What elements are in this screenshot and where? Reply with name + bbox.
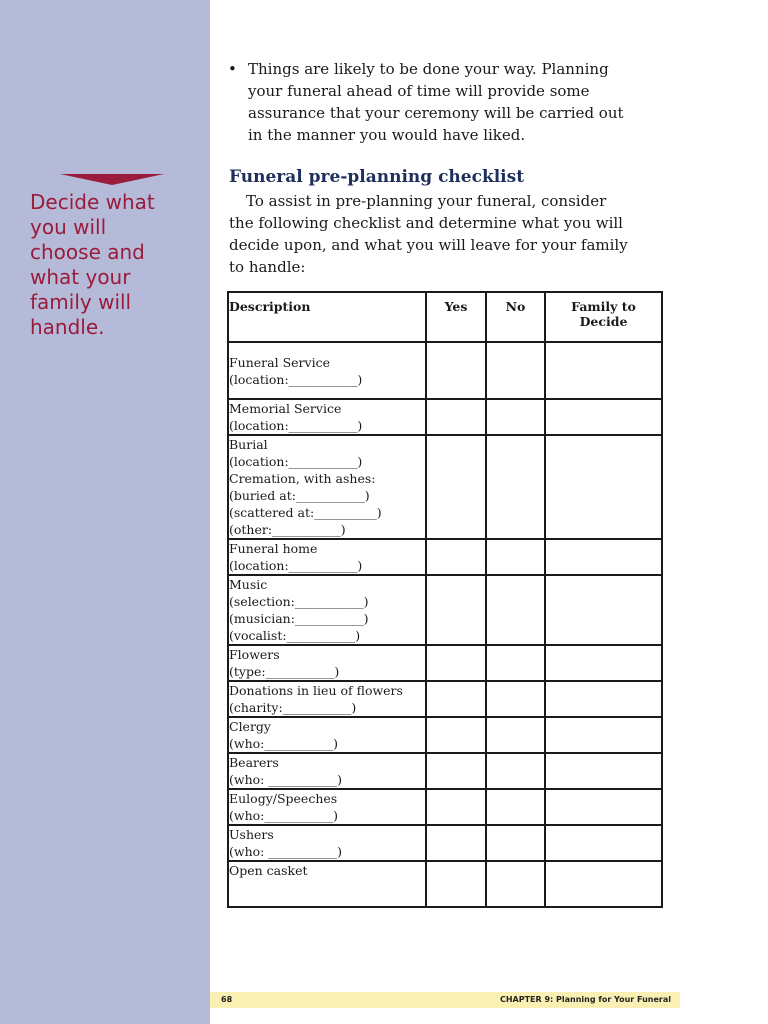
no-cell[interactable]: [486, 575, 545, 645]
row-description-line: (location:___________): [229, 418, 363, 433]
family-cell[interactable]: [545, 753, 662, 789]
bullet-line: assurance that your ceremony will be carried out: [248, 104, 624, 122]
bullet-icon: •: [228, 60, 237, 78]
pull-quote-line: choose and: [30, 240, 145, 264]
row-description: [228, 753, 426, 789]
row-description: [228, 435, 426, 539]
header-family-line: Family to: [571, 299, 636, 314]
header-family-to-decide: [545, 292, 662, 342]
family-cell[interactable]: [545, 575, 662, 645]
row-description: [228, 681, 426, 717]
pull-quote-line: you will: [30, 215, 107, 239]
yes-cell[interactable]: [426, 539, 486, 575]
row-description: [228, 342, 426, 399]
row-description-line: Memorial Service: [229, 401, 342, 416]
table-row: [228, 435, 662, 539]
row-description-line: (who: ___________): [229, 772, 342, 787]
row-description-line: Cremation, with ashes:: [229, 471, 376, 486]
table-row: [228, 681, 662, 717]
row-description: [228, 825, 426, 861]
family-cell[interactable]: [545, 681, 662, 717]
no-cell[interactable]: [486, 435, 545, 539]
chapter-title: CHAPTER 9: Planning for Your Funeral: [499, 995, 671, 1004]
family-cell[interactable]: [545, 645, 662, 681]
row-description-line: Clergy: [229, 719, 271, 734]
no-cell[interactable]: [486, 539, 545, 575]
intro-line: To assist in pre-planning your funeral, consider: [246, 192, 607, 210]
row-description-line: Funeral home: [229, 541, 318, 556]
row-description-line: Music: [229, 577, 268, 592]
bullet-text: [248, 58, 668, 146]
row-description: [228, 717, 426, 753]
intro-line: to handle:: [229, 258, 306, 276]
bullet-line: your funeral ahead of time will provide some: [248, 82, 590, 100]
row-description-line: Funeral Service: [229, 355, 330, 370]
row-description-line: (buried at:___________): [229, 488, 370, 503]
row-description-line: (type:___________): [229, 664, 340, 679]
no-cell[interactable]: [486, 717, 545, 753]
row-description-line: Ushers: [229, 827, 274, 842]
no-cell[interactable]: [486, 789, 545, 825]
table-row: [228, 717, 662, 753]
row-description-line: (location:___________): [229, 454, 363, 469]
row-description-line: (musician:___________): [229, 611, 369, 626]
row-description: [228, 645, 426, 681]
row-description-line: Burial: [229, 437, 268, 452]
family-cell[interactable]: [545, 539, 662, 575]
row-description-line: (scattered at:__________): [229, 505, 382, 520]
sidebar-panel: [0, 0, 210, 1024]
section-heading: Funeral pre-planning checklist: [229, 167, 525, 187]
pull-quote-line: Decide what: [30, 190, 155, 214]
no-cell[interactable]: [486, 753, 545, 789]
row-description-line: Bearers: [229, 755, 279, 770]
row-description: [228, 861, 426, 907]
bullet-item: [228, 58, 668, 146]
no-cell[interactable]: [486, 399, 545, 435]
row-description-line: Donations in lieu of flowers: [229, 683, 403, 698]
row-description: [228, 789, 426, 825]
family-cell[interactable]: [545, 717, 662, 753]
pull-quote-line: what your: [30, 265, 131, 289]
row-description-line: (who:___________): [229, 736, 338, 751]
pull-quote-line: handle.: [30, 315, 105, 339]
bullet-line: in the manner you would have liked.: [248, 126, 526, 144]
no-cell[interactable]: [486, 861, 545, 907]
row-description-line: (location:___________): [229, 372, 363, 387]
no-cell[interactable]: [486, 645, 545, 681]
table-row: [228, 399, 662, 435]
family-cell[interactable]: [545, 342, 662, 399]
pull-quote-line: family will: [30, 290, 132, 314]
yes-cell[interactable]: [426, 789, 486, 825]
table-row: [228, 645, 662, 681]
bullet-line: Things are likely to be done your way. Planning: [248, 60, 609, 78]
yes-cell[interactable]: [426, 575, 486, 645]
yes-cell[interactable]: [426, 861, 486, 907]
row-description-line: (who: ___________): [229, 844, 342, 859]
yes-cell[interactable]: [426, 435, 486, 539]
row-description-line: (charity:___________): [229, 700, 357, 715]
row-description-line: (location:___________): [229, 558, 363, 573]
table-row: [228, 575, 662, 645]
yes-cell[interactable]: [426, 717, 486, 753]
table-row: [228, 342, 662, 399]
pull-quote: [30, 190, 205, 340]
row-description-line: (other:___________): [229, 522, 346, 537]
table-row: [228, 753, 662, 789]
family-cell[interactable]: [545, 789, 662, 825]
yes-cell[interactable]: [426, 645, 486, 681]
footer-bar: [210, 992, 680, 1008]
header-family-line: Decide: [579, 314, 628, 329]
family-cell[interactable]: [545, 861, 662, 907]
yes-cell[interactable]: [426, 399, 486, 435]
page-number: 68: [221, 995, 233, 1004]
table-row: [228, 539, 662, 575]
intro-line: the following checklist and determine what you will: [229, 214, 623, 232]
family-cell[interactable]: [545, 825, 662, 861]
intro-paragraph: [229, 190, 669, 278]
header-description: Description: [228, 292, 426, 342]
row-description-line: Eulogy/Speeches: [229, 791, 338, 806]
table-header-row: [228, 292, 662, 342]
row-description: [228, 539, 426, 575]
header-no: No: [486, 292, 545, 342]
family-cell[interactable]: [545, 399, 662, 435]
row-description-line: Open casket: [229, 863, 308, 878]
pull-quote-marker-icon: [60, 172, 164, 186]
row-description: [228, 575, 426, 645]
table-row: [228, 825, 662, 861]
table-row: [228, 861, 662, 907]
row-description-line: (who:___________): [229, 808, 338, 823]
header-yes: Yes: [426, 292, 486, 342]
yes-cell[interactable]: [426, 753, 486, 789]
no-cell[interactable]: [486, 681, 545, 717]
yes-cell[interactable]: [426, 342, 486, 399]
row-description-line: (vocalist:___________): [229, 628, 361, 643]
yes-cell[interactable]: [426, 825, 486, 861]
row-description-line: (selection:___________): [229, 594, 369, 609]
no-cell[interactable]: [486, 342, 545, 399]
row-description: [228, 399, 426, 435]
row-description-line: Flowers: [229, 647, 280, 662]
family-cell[interactable]: [545, 435, 662, 539]
no-cell[interactable]: [486, 825, 545, 861]
intro-line: decide upon, and what you will leave for your family: [229, 236, 628, 254]
table-row: [228, 789, 662, 825]
checklist-table: [227, 291, 663, 908]
yes-cell[interactable]: [426, 681, 486, 717]
